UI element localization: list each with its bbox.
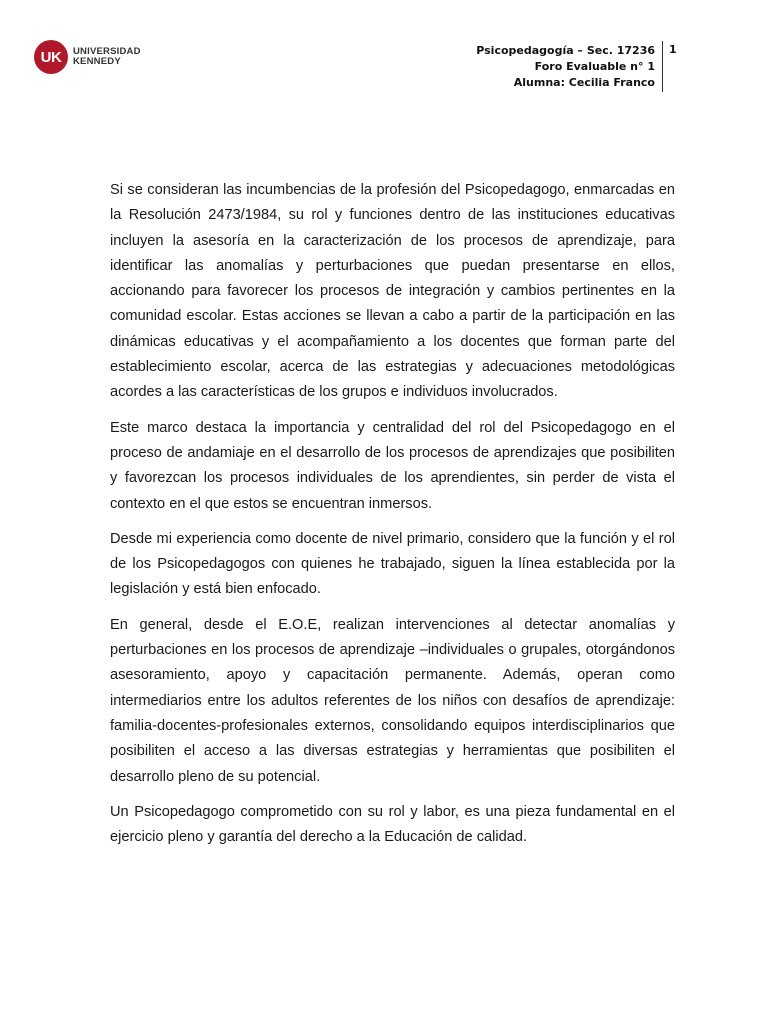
uk-logo-mark: UK — [34, 40, 68, 74]
logo-wordmark — [73, 47, 141, 67]
paragraph: Este marco destaca la importancia y centralidad del rol del Psicopedagogo en el proceso de andamiaje en el desarrollo de los procesos de aprendizajes que posibiliten y favorezcan los procesos individuales de los aprendientes, sin perder de vista el contexto en el que estos se encuentran inmersos. — [110, 419, 675, 512]
document-body — [110, 178, 675, 860]
header-divider — [662, 41, 663, 92]
paragraph: Un Psicopedagogo comprometido con su rol y labor, es una pieza fundamental en el ejercicio pleno y garantía del derecho a la Educación de calidad. — [110, 803, 675, 846]
document-header — [476, 43, 655, 91]
paragraph: Si se consideran las incumbencias de la profesión del Psicopedagogo, enmarcadas en la Resolución 2473/1984, su rol y funciones dentro de las instituciones educativas incluyen la asesoría en la caracterización de los procesos de aprendizaje, para identificar las anomalías y perturbaciones que puedan presentarse en ellos, accionando para favorecer los procesos de integración y cambios pertinentes en la comunidad escolar. Estas acciones se llevan a cabo a partir de la participación en las dinámicas educativas y el acompañamiento a los docentes que forman parte del establecimiento escolar, acerca de las estrategias y adecuaciones metodológicas acordes a las características de los grupos e individuos involucrados. — [110, 182, 675, 401]
logo-line-2: KENNEDY — [73, 56, 121, 67]
paragraph: En general, desde el E.O.E, realizan intervenciones al detectar anomalías y perturbaciones en los procesos de aprendizaje –individuales o grupales, otorgándonos asesoramiento, apoyo y capacitación permanente. Además, operan como intermediarios entre los adultos referentes de los niños con desafíos de aprendizaje: familia-docentes-profesionales externos, consolidando equipos interdisciplinarios que posibiliten el acceso a las diversas estrategias y herramientas que posibiliten el desarrollo pleno de su potencial. — [110, 616, 675, 785]
paragraph: Desde mi experiencia como docente de nivel primario, considero que la función y el rol de los Psicopedagogos con quienes he trabajado, siguen la línea establecida por la legislación y está bien enfocado. — [110, 530, 675, 598]
header-assignment: Foro Evaluable n° 1 — [534, 60, 655, 73]
header-course: Psicopedagogía – Sec. 17236 — [476, 44, 655, 57]
university-logo — [34, 40, 141, 74]
page-number: 1 — [669, 43, 677, 56]
header-student: Alumna: Cecilia Franco — [513, 76, 655, 89]
logo-line-1: UNIVERSIDAD — [73, 46, 141, 57]
